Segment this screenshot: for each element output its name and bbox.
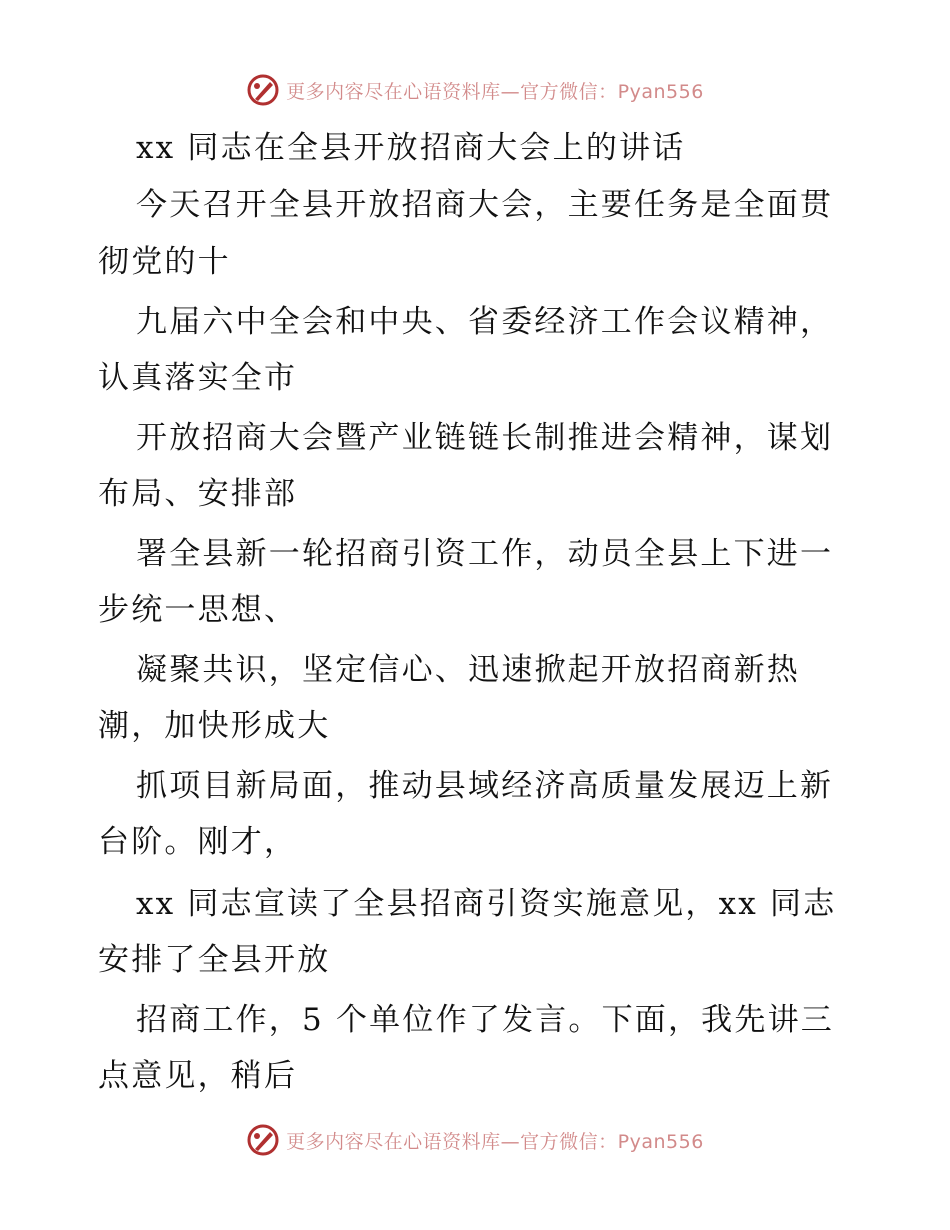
pen-logo-icon xyxy=(246,1123,280,1157)
paragraph-line: 开放招商大会暨产业链链长制推进会精神，谋划 xyxy=(136,420,834,456)
paragraph-line: 认真落实全市 xyxy=(98,360,298,396)
paragraph-line: 九届六中全会和中央、省委经济工作会议精神， xyxy=(136,304,834,340)
watermark-text: 更多内容尽在心语资料库—官方微信：Pyan556 xyxy=(286,80,704,103)
paragraph-line: 步统一思想、 xyxy=(98,592,298,628)
footer-watermark xyxy=(0,1120,950,1160)
paragraph-line: 台阶。刚才， xyxy=(98,824,298,860)
paragraph-line: 潮，加快形成大 xyxy=(98,708,331,744)
paragraph-line: 招商工作，5 个单位作了发言。下面，我先讲三 xyxy=(136,1002,834,1038)
pen-logo-icon xyxy=(246,73,280,107)
header-watermark xyxy=(0,70,950,110)
paragraph-line: 抓项目新局面，推动县域经济高质量发展迈上新 xyxy=(136,768,834,804)
paragraph-line: xx 同志宣读了全县招商引资实施意见，xx 同志 xyxy=(136,886,837,922)
document-title: xx 同志在全县开放招商大会上的讲话 xyxy=(136,130,686,166)
paragraph-line: 署全县新一轮招商引资工作，动员全县上下进一 xyxy=(136,536,834,572)
paragraph-line: 点意见，稍后 xyxy=(98,1058,298,1094)
paragraph-line: 凝聚共识，坚定信心、迅速掀起开放招商新热 xyxy=(136,652,800,688)
paragraph-line: 安排了全县开放 xyxy=(98,942,331,978)
paragraph-line: 彻党的十 xyxy=(98,244,231,280)
paragraph-line: 今天召开全县开放招商大会，主要任务是全面贯 xyxy=(136,187,834,223)
watermark-text: 更多内容尽在心语资料库—官方微信：Pyan556 xyxy=(286,1130,704,1153)
paragraph-line: 布局、安排部 xyxy=(98,476,298,512)
